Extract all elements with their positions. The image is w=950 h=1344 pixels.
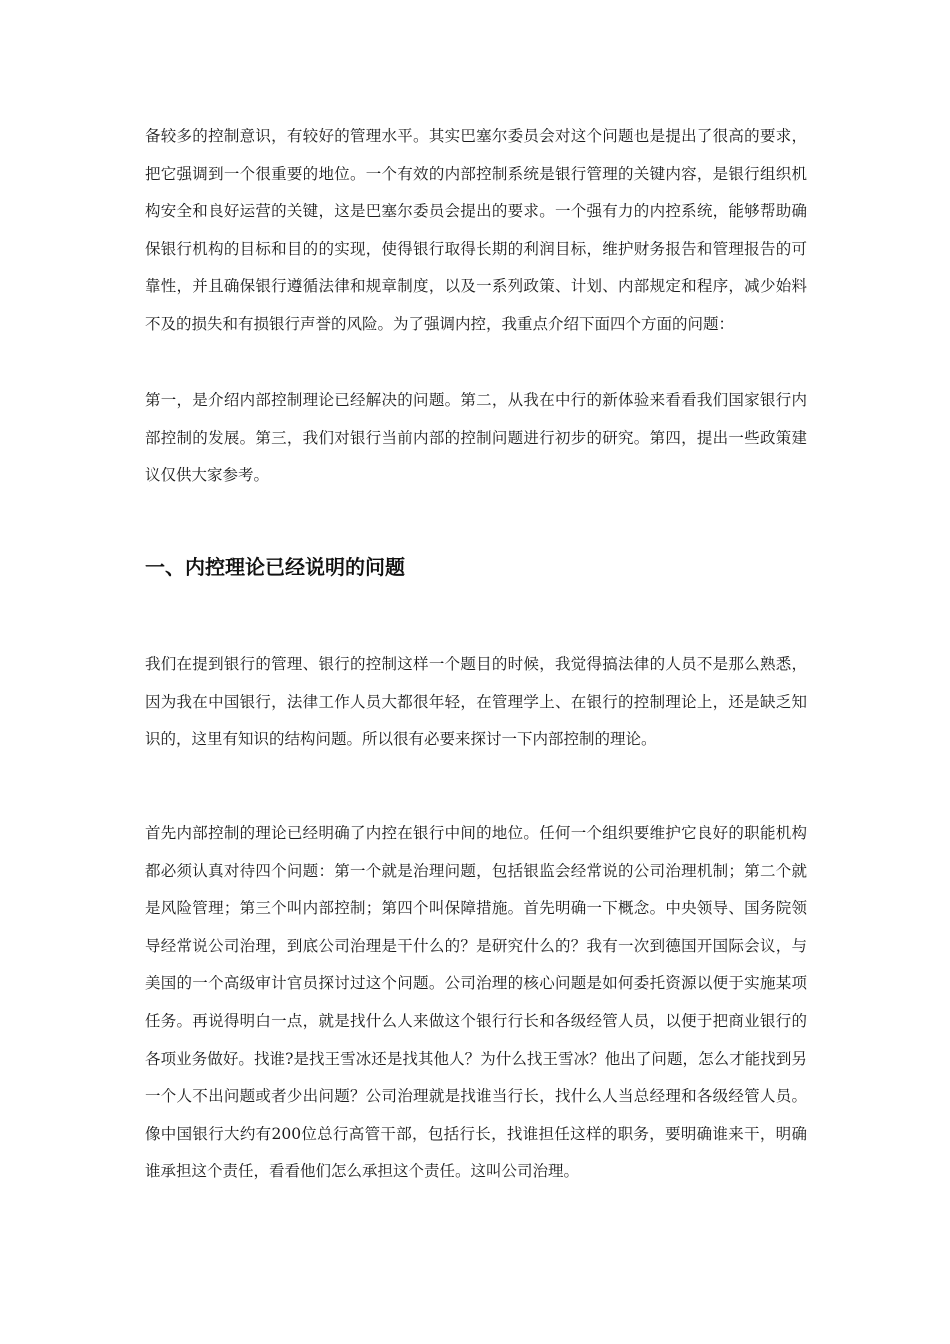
paragraph-outline	[145, 382, 807, 495]
paragraph-section1-1	[145, 646, 807, 759]
paragraph-intro-text: 备较多的控制意识，有较好的管理水平。其实巴塞尔委员会对这个问题也是提出了很高的要求，把它强调到一个很重要的地位。一个有效的内部控制系统是银行管理的关键内容，是银行组织机构安全和良好运营的关键，这是巴塞尔委员会提出的要求。一个强有力的内控系统，能够帮助确保银行机构的目标和目的的实现，使得银行取得长期的利润目标，维护财务报告和管理报告的可靠性，并且确保银行遵循法律和规章制度，以及一系列政策、计划、内部规定和程序，减少始料不及的损失和有损银行声誉的风险。为了强调内控，我重点介绍下面四个方面的问题：	[145, 127, 807, 333]
paragraph-section1-2-text: 首先内部控制的理论已经明确了内控在银行中间的地位。任何一个组织要维护它良好的职能机构都必须认真对待四个问题：第一个就是治理问题，包括银监会经常说的公司治理机制；第二个就是风险管理；第三个叫内部控制；第四个叫保障措施。首先明确一下概念。中央领导、国务院领导经常说公司治理，到底公司治理是干什么的？是研究什么的？我有一次到德国开国际会议，与美国的一个高级审计官员探讨过这个问题。公司治理的核心问题是如何委托资源以便于实施某项任务。再说得明白一点，就是找什么人来做这个银行行长和各级经管人员，以便于把商业银行的各项业务做好。找谁?是找王雪冰还是找其他人？为什么找王雪冰？他出了问题，怎么才能找到另一个人不出问题或者少出问题？公司治理就是找谁当行长，找什么人当总经理和各级经管人员。像中国银行大约有200位总行高管干部，包括行长，找谁担任这样的职务，要明确谁来干，明确谁承担这个责任，看看他们怎么承担这个责任。这叫公司治理。	[145, 824, 807, 1181]
paragraph-intro	[145, 118, 807, 344]
paragraph-outline-text: 第一，是介绍内部控制理论已经解决的问题。第二，从我在中行的新体验来看看我们国家银行内部控制的发展。第三，我们对银行当前内部的控制问题进行初步的研究。第四，提出一些政策建议仅供大家参考。	[145, 391, 807, 485]
paragraph-section1-2	[145, 815, 807, 1191]
section-heading: 一、内控理论已经说明的问题	[145, 555, 405, 579]
paragraph-section1-1-text: 我们在提到银行的管理、银行的控制这样一个题目的时候，我觉得搞法律的人员不是那么熟悉，因为我在中国银行，法律工作人员大都很年轻，在管理学上、在银行的控制理论上，还是缺乏知识的，这里有知识的结构问题。所以很有必要来探讨一下内部控制的理论。	[145, 655, 807, 749]
